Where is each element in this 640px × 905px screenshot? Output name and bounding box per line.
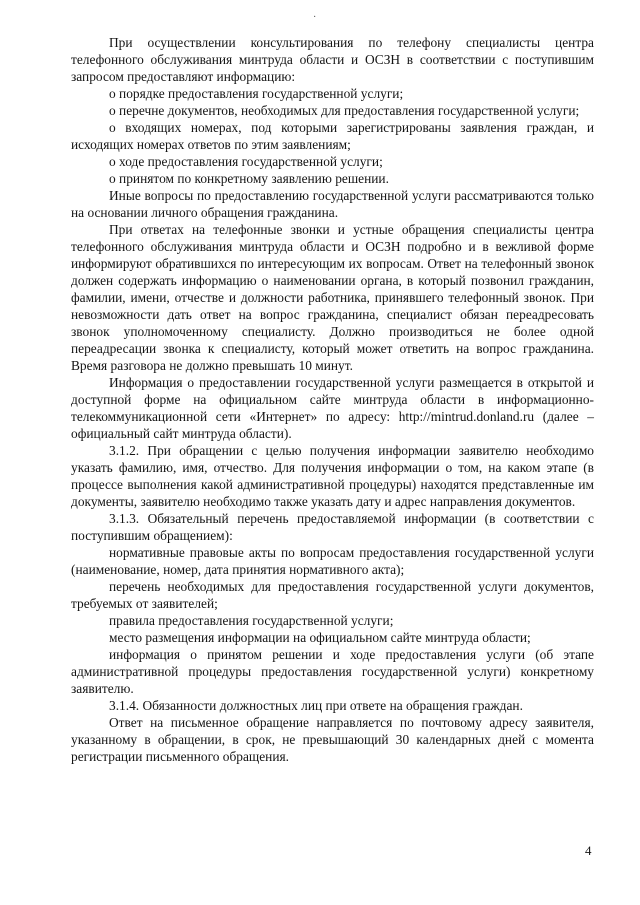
paragraph: 3.1.4. Обязанности должностных лиц при ответе на обращения граждан. [109,698,523,713]
paragraph: При осуществлении консультирования по телефону специалисты центра телефонного обслуживания минтруда области и ОСЗН в соответствии с поступившим запросом предоставляют информацию: [71,35,594,84]
list-item: о принятом по конкретному заявлению решении. [109,171,389,186]
list-item: место размещения информации на официальном сайте минтруда области; [109,630,531,645]
body-text [71,34,594,765]
page-number: 4 [585,843,592,858]
top-mark: · [313,12,317,23]
paragraph: 3.1.3. Обязательный перечень предоставляемой информации (в соответствии с поступившим обращением): [71,511,594,543]
paragraph: Информация о предоставлении государственной услуги размещается в открытой и доступной форме на официальном сайте минтруда области в информационно-телекоммуникационной сети «Интернет» по адресу: http://mintrud.donland.ru (далее – официальный сайт минтруда области). [71,375,594,441]
list-item: о ходе предоставления государственной услуги; [109,154,383,169]
paragraph: Иные вопросы по предоставлению государственной услуги рассматриваются только на основании личного обращения гражданина. [71,188,594,220]
paragraph: 3.1.2. При обращении с целью получения информации заявителю необходимо указать фамилию, имя, отчество. Для получения информации о том, на каком этапе (в процессе выполнения какой административной процедуры) находятся представленные им документы, заявителю необходимо также указать дату и адрес направления документов. [71,443,594,509]
list-item: информация о принятом решении и ходе предоставления услуги (об этапе административной процедуры предоставления государственной услуги) конкретному заявителю. [71,647,594,696]
list-item: правила предоставления государственной услуги; [109,613,394,628]
list-item: о порядке предоставления государственной услуги; [109,86,404,101]
paragraph: При ответах на телефонные звонки и устные обращения специалисты центра телефонного обслуживания минтруда области и ОСЗН подробно и в вежливой форме информируют обратившихся по интересующим их вопросам. Ответ на телефонный звонок должен содержать информацию о наименовании органа, в который позвонил гражданин, фамилии, имени, отчестве и должности работника, принявшего телефонный звонок. При невозможности дать ответ на вопрос гражданина, специалист обязан переадресовать звонок уполномоченному специалисту. Должно производиться не более одной переадресации звонка к специалисту, который может ответить на вопрос гражданина. Время разговора не должно превышать 10 минут. [71,222,594,373]
list-item: нормативные правовые акты по вопросам предоставления государственной услуги (наименование, номер, дата принятия нормативного акта); [71,545,594,577]
list-item: перечень необходимых для предоставления государственной услуги документов, требуемых от заявителей; [71,579,594,611]
list-item: о входящих номерах, под которыми зарегистрированы заявления граждан, и исходящих номерах ответов по этим заявлениям; [71,120,594,152]
list-item: о перечне документов, необходимых для предоставления государственной услуги; [109,103,580,118]
paragraph: Ответ на письменное обращение направляется по почтовому адресу заявителя, указанному в обращении, в срок, не превышающий 30 календарных дней с момента регистрации письменного обращения. [71,715,594,764]
